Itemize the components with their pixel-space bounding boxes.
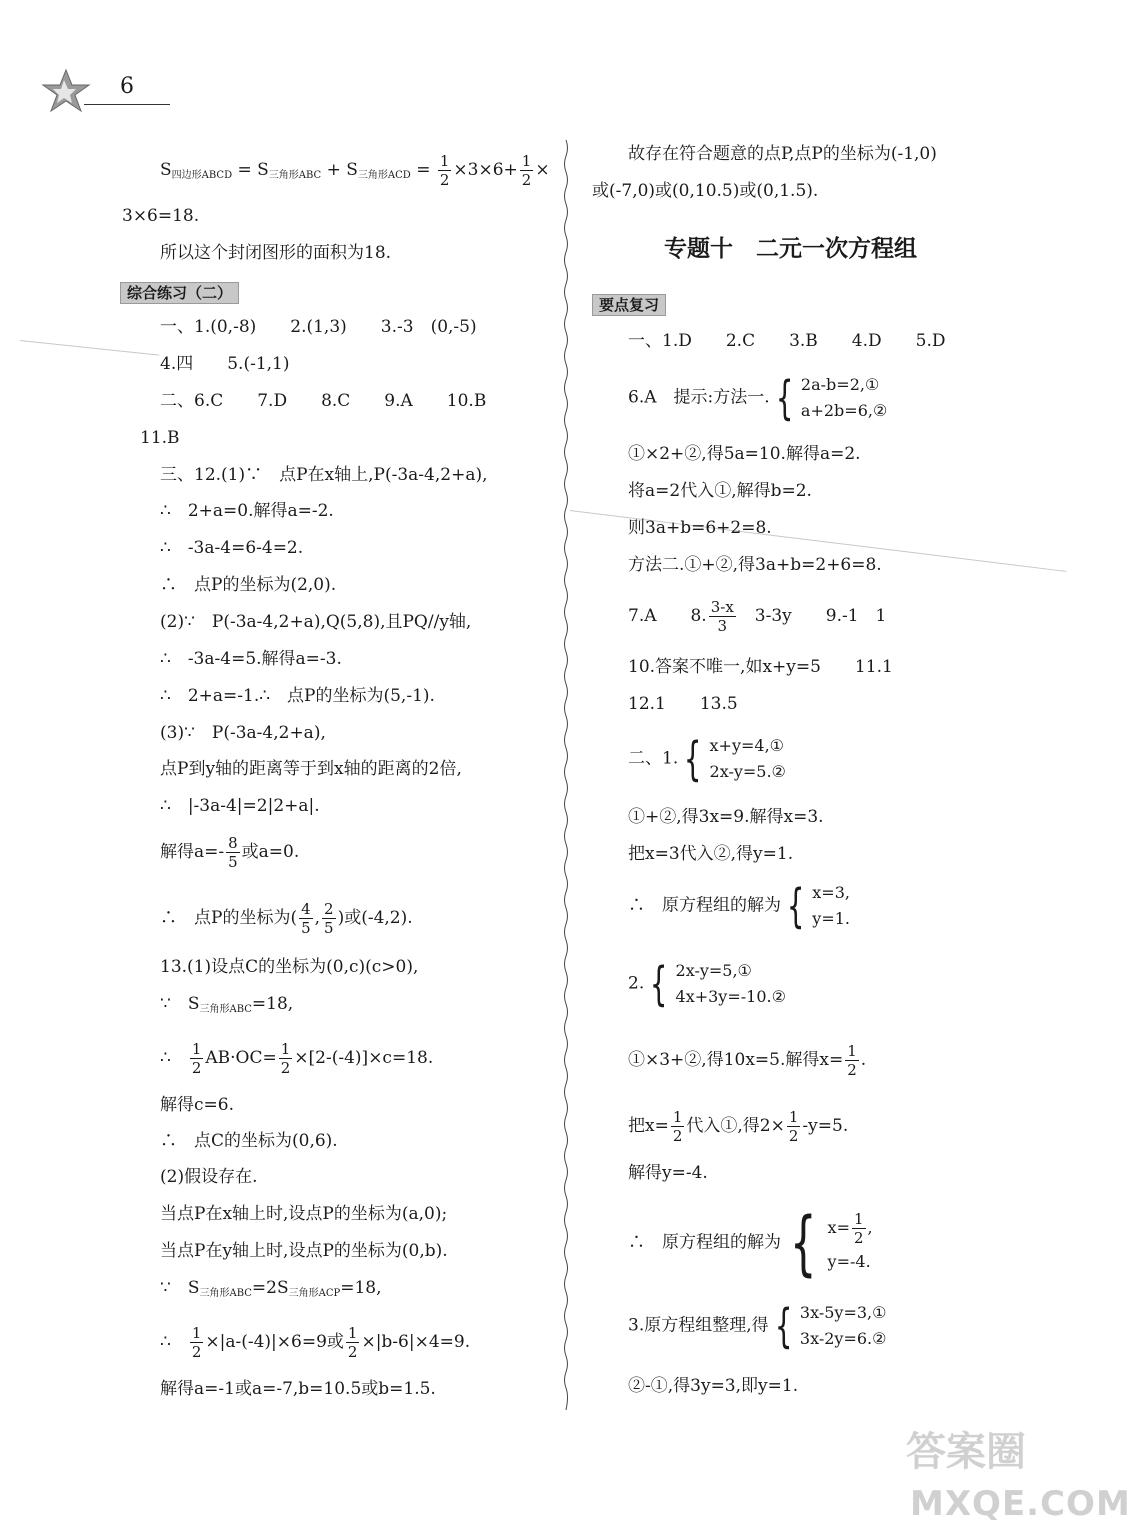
answer-line: ∴ 点P的坐标为(2,0). [160, 575, 337, 595]
answer-line: 二、6.C 7.D 8.C 9.A 10.B [160, 391, 487, 411]
answer-line-system: ∴ 原方程组的解为 { x= $\frac{1}{2}$ , y=-4. [628, 1202, 873, 1284]
section-badge-review: 要点复习 [592, 294, 666, 316]
answer-line: ∴ 2+a=-1.∴ 点P的坐标为(5,-1). [160, 686, 435, 706]
answer-line: 方法二.①+②,得3a+b=2+6=8. [628, 555, 882, 575]
answer-line: 13.(1)设点C的坐标为(0,c)(c>0), [160, 957, 419, 977]
text-line: 所以这个封闭图形的面积为18. [160, 243, 392, 263]
answer-line: 把x=3代入②,得y=1. [628, 844, 794, 864]
answer-line: 12.1 13.5 [628, 694, 738, 714]
area-formula: $S_{四边形ABCD} = S_{三角形ABC} + S_{三角形ACD}$ = $\frac{1}{2}$ ×3×6+ $\frac{1}{2}$ × [160, 152, 550, 189]
star-logo-icon [40, 68, 92, 114]
answer-line: ∵ $S_{三角形ABC}=2S_{三角形ACP}=18$, [160, 1278, 382, 1299]
answer-line-system: 3.原方程组整理,得 { 3x-5y=3,① 3x-2y=6.② [628, 1299, 887, 1353]
answer-line-fraction: 7.A 8. $\frac{3-x}{3}$ 3-3y 9.-1 1 [628, 598, 887, 635]
answer-line: 10.答案不唯一,如x+y=5 11.1 [628, 657, 893, 677]
answer-line: 一、1.(0,-8) 2.(1,3) 3.-3 (0,-5) [160, 317, 477, 337]
answer-line: 当点P在x轴上时,设点P的坐标为(a,0); [160, 1204, 448, 1224]
answer-line: 将a=2代入①,解得b=2. [628, 481, 812, 501]
answer-line: 则3a+b=6+2=8. [628, 518, 772, 538]
watermark-url: MXQE.COM [910, 1484, 1131, 1524]
answer-line: ∴ 点C的坐标为(0,6). [160, 1131, 338, 1151]
section-badge-comprehensive: 综合练习（二） [120, 282, 239, 304]
answer-line: 点P到y轴的距离等于到x轴的距离的2倍, [160, 759, 462, 779]
answer-line-fraction: ∴ 点P的坐标为( $\frac{4}{5}$ , $\frac{2}{5}$ )或(-4,2). [160, 900, 413, 937]
answer-line: (3)∵ P(-3a-4,2+a), [160, 723, 326, 743]
answer-line: ∴ -3a-4=5.解得a=-3. [160, 649, 342, 669]
text-line: 故存在符合题意的点P,点P的坐标为(-1,0) [628, 144, 937, 164]
answer-line-fraction: 解得a=- $\frac{8}{5}$ 或a=0. [160, 834, 300, 871]
answer-line-system: ∴ 原方程组的解为 { x=3, y=1. [628, 879, 850, 933]
answer-line: ②-①,得3y=3,即y=1. [628, 1376, 799, 1396]
answer-line: (2)假设存在. [160, 1167, 258, 1187]
answer-line-system: 2. { 2x-y=5,① 4x+3y=-10.② [628, 957, 786, 1011]
answer-line: ∴ |-3a-4|=2|2+a|. [160, 796, 320, 816]
watermark-logo: 答案圈 [906, 1429, 1026, 1475]
answer-line: 三、12.(1)∵ 点P在x轴上,P(-3a-4,2+a), [160, 465, 488, 485]
answer-line: 11.B [140, 428, 180, 448]
answer-line: ∴ 2+a=0.解得a=-2. [160, 501, 334, 521]
scan-line [20, 340, 159, 356]
answer-line-fraction: 把x= $\frac{1}{2}$ 代入①,得2× $\frac{1}{2}$ -y=5. [628, 1108, 849, 1145]
answer-line: 解得c=6. [160, 1095, 234, 1115]
page-number: 6 [120, 74, 134, 99]
answer-line-system: 二、1. { x+y=4,① 2x-y=5.② [628, 732, 786, 786]
answer-line: 解得a=-1或a=-7,b=10.5或b=1.5. [160, 1379, 436, 1399]
answer-line: ∴ -3a-4=6-4=2. [160, 538, 304, 558]
answer-line-fraction: ∴ $\frac{1}{2}$ ×|a-(-4)|×6=9或 $\frac{1}{2}$ ×|b-6|×4=9. [160, 1324, 471, 1361]
answer-line: ①×2+②,得5a=10.解得a=2. [628, 444, 861, 464]
answer-line-fraction: ∴ $\frac{1}{2}$ AB·OC= $\frac{1}{2}$ ×[2-(-4)]×c=18. [160, 1040, 434, 1077]
topic-title: 专题十 二元一次方程组 [664, 236, 917, 262]
text-line: 3×6=18. [122, 206, 200, 226]
column-divider [563, 140, 569, 1410]
answer-line: 当点P在y轴上时,设点P的坐标为(0,b). [160, 1241, 448, 1261]
answer-line: ∵ $S_{三角形ABC}=18$, [160, 994, 294, 1015]
answer-line: 4.四 5.(-1,1) [160, 354, 290, 374]
answer-line-system: 6.A 提示:方法一. { 2a-b=2,① a+2b=6,② [628, 371, 888, 425]
header-rule [84, 104, 170, 105]
answer-line-fraction: ①×3+②,得10x=5.解得x= $\frac{1}{2}$ . [628, 1042, 867, 1079]
text-line: 或(-7,0)或(0,10.5)或(0,1.5). [592, 181, 819, 201]
answer-line: (2)∵ P(-3a-4,2+a),Q(5,8),且PQ//y轴, [160, 612, 472, 632]
answer-line: 解得y=-4. [628, 1163, 708, 1183]
answer-line: 一、1.D 2.C 3.B 4.D 5.D [628, 331, 946, 351]
answer-line: ①+②,得3x=9.解得x=3. [628, 807, 824, 827]
